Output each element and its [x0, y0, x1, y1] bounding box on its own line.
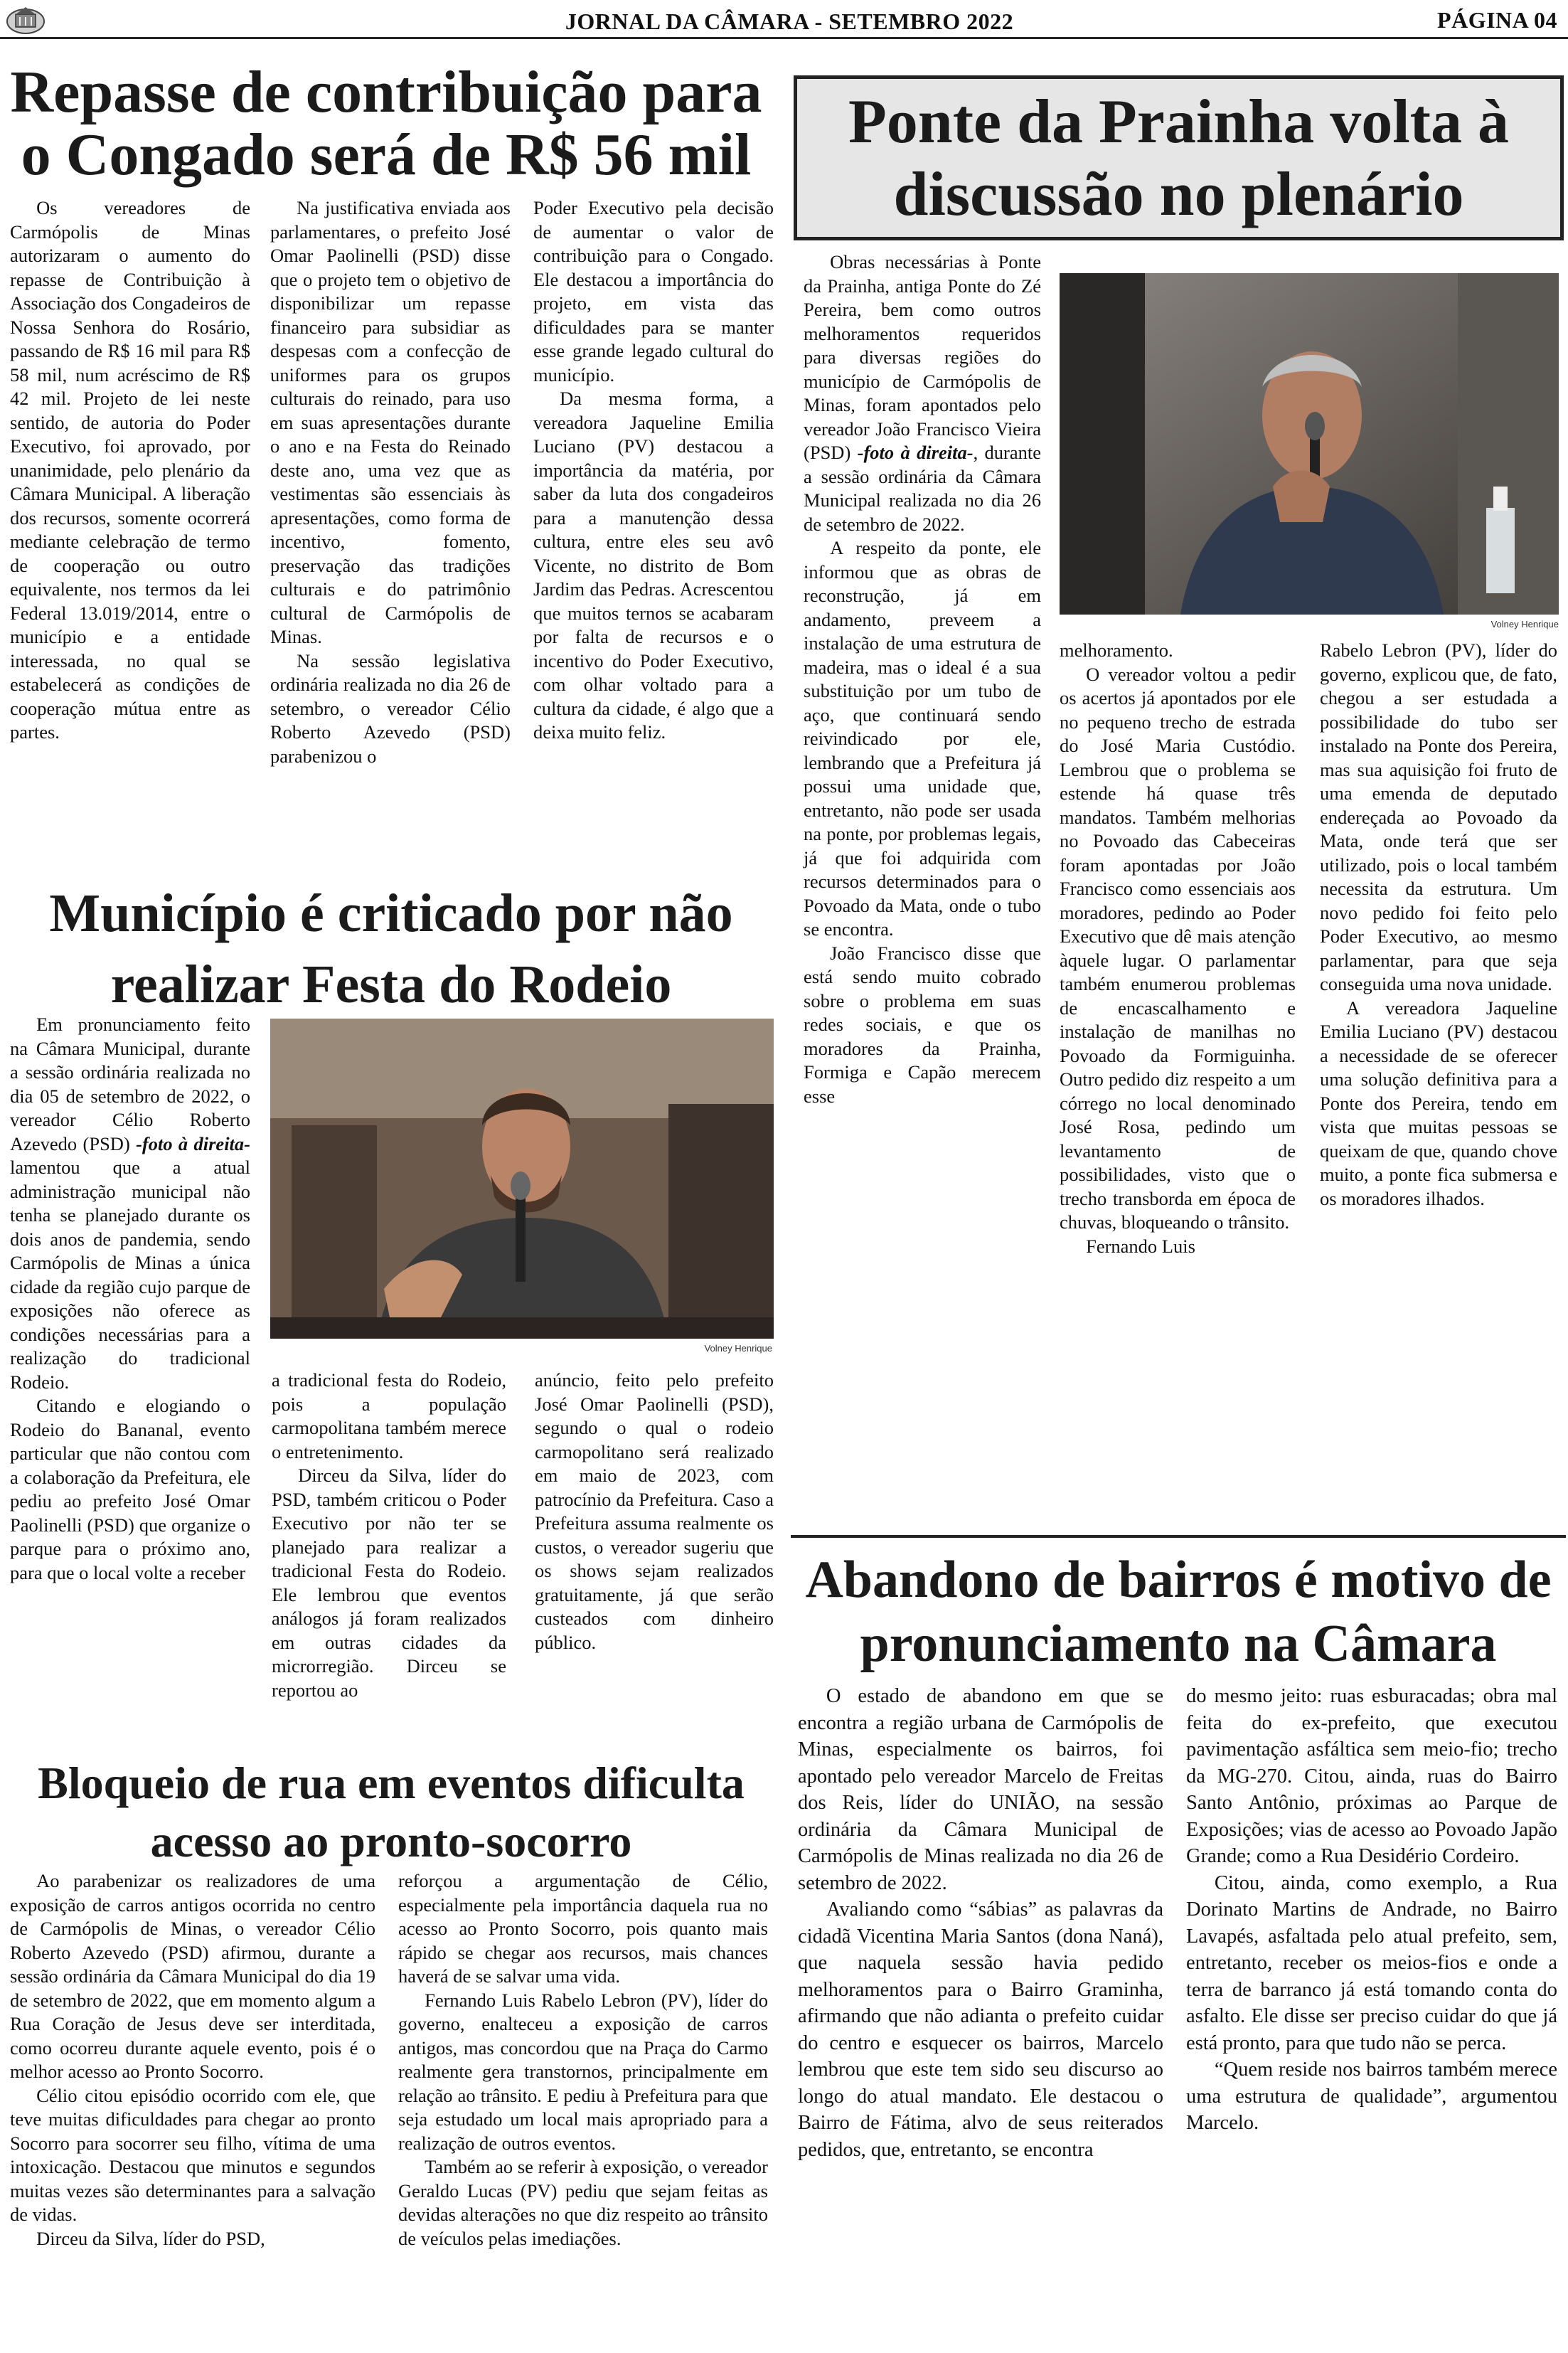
article4-col2-p3: Também ao se referir à exposição, o vereador Geraldo Lucas (PV) pediu que sejam feitas as devidas alterações no que diz respeito ao trânsito de veículos pelas imediações.: [398, 2156, 768, 2249]
header-rule: [0, 37, 1568, 39]
article3-col3-p1: anúncio, feito pelo prefeito José Omar Paolinelli (PSD), segundo o qual o rodeio carmopolitano será realizado em maio de 2023, com patrocínio da Prefeitura. Caso a Prefeitura assuma realmente os custos, o vereador sugeriu que os shows sejam realizados gratuitamente, já que serão custeados com dinheiro público.: [535, 1369, 774, 1653]
article2-col2-p3: Fernando Luis: [1086, 1235, 1195, 1257]
article5-col1-p2: Avaliando como “sábias” as palavras da cidadã Vicentina Maria Santos (dona Naná), que naquela sessão havia pedido melhoramentos para o Bairro Graminha, afirmando que não adianta o prefeito cuidar do centro e esquecer os bairros, Marcelo lembrou que este tem sido seu discurso ao longo do atual mandato. Ele destacou o Bairro de Fátima, alvo de seus reiterados pedidos, que, entretanto, se encontra: [798, 1898, 1163, 2161]
article3-col1-text: Em pronunciamento feito na Câmara Municipal, durante a sessão ordinária realizada no dia 05 de setembro de 2022, o vereador Célio Roberto Azevedo (PSD): [10, 1014, 250, 1154]
article2-col2-p1: melhoramento.: [1060, 639, 1173, 661]
article2-col1-p2: A respeito da ponte, ele informou que as obras de reconstrução, já em andamento, preveem a instalação de uma estrutura de madeira, mas o ideal é a sua substituição por um tubo de aço, que continuará sendo reivindicado por ele, lembrando que a Prefeitura já possui uma unidade que, entretanto, não pode ser usada na ponte, por problemas legais, já que foi adquirida com recursos determinados para o Povoado da Mata, onde o tubo se encontra.: [804, 537, 1041, 940]
article2-photo: [1060, 273, 1559, 615]
article5-col2-p1: do mesmo jeito: ruas esburacadas; obra mal feita do ex-prefeito, que executou pavimentação asfáltica sem meio-fio; trecho da MG-270. Citou, ainda, ruas do Bairro Santo Antônio, próximas ao Parque de Exposições; vias de acesso ao Povoado Japão Grande; como a Rua Desidério Cordeiro.: [1186, 1685, 1557, 1867]
article2-col1-p1: [804, 250, 1041, 536]
article5-col1-p1: O estado de abandono em que se encontra a região urbana de Carmópolis de Minas, especialmente os bairros, foi apontado pelo vereador Marcelo de Freitas dos Reis, líder do UNIÃO, na sessão ordinária da Câmara Municipal de Carmópolis de Minas realizada no dia 26 de setembro de 2022.: [798, 1685, 1163, 1894]
article2-col2-p2: O vereador voltou a pedir os acertos já apontados por ele no pequeno trecho de estrada do José Maria Custódio. Lembrou que o problema se estende há quase três mandatos. Também melhorias no Povoado das Cabeceiras foram apontadas por João Francisco como essenciais aos moradores, pedindo ao Poder Executivo que dê mais atenção àquele lugar. O parlamentar também enumerou problemas de encascalhamento e instalação de manilhas no Povoado da Formiguinha. Outro pedido diz respeito a um córrego no local denominado José Rosa, pedindo um levantamento de possibilidades, visto que o trecho transborda em época de chuvas, bloqueando o trânsito.: [1060, 663, 1296, 1233]
article5-col2: [1186, 1683, 1557, 2137]
article5-col2-p2: Citou, ainda, como exemplo, a Rua Dorinato Martins de Andrade, no Bairro Lavapés, asfaltada pelo atual prefeito, sem, entretanto, receber os meios-fios e onde a terra de barranco já está tomando conta do asfalto. Ele disse ser preciso cuidar do que já está pronto, para que tudo não se perca.: [1186, 1871, 1557, 2054]
article3-col1-p1: [10, 1013, 250, 1394]
page-number: PÁGINA 04: [1437, 7, 1557, 33]
article1-col1-p1: Os vereadores de Carmópolis de Minas autorizaram o aumento do repasse de Contribuição à Associação dos Congadeiros de Nossa Senhora do Rosário, passando de R$ 16 mil para R$ 58 mil, num acréscimo de R$ 42 mil. Projeto de lei neste sentido, de autoria do Poder Executivo, foi aprovado, por unanimidade, pelo plenário da Câmara Municipal. A liberação dos recursos, somente ocorrerá mediante celebração de termo de cooperação ou outro equivalente, nos termos da lei Federal 13.019/2014, entre o município e a entidade interessada, no qual se estabelecerá as condições de cooperação mútua entre as partes.: [10, 197, 250, 743]
article3-col2-p2: Dirceu da Silva, líder do PSD, também criticou o Poder Executivo por não ter se planejado para realizar a tradicional Festa do Rodeio. Ele lembrou que eventos análogos já foram realizados em outras cidades da microrregião. Dirceu se reportou ao: [272, 1465, 506, 1701]
article2-title: Ponte da Prainha volta à discussão no plenário: [848, 87, 1509, 229]
article3-col1-p2: Citando e elogiando o Rodeio do Bananal, evento particular que não contou com a colaboração da Prefeitura, ele pediu ao prefeito José Omar Paolinelli (PSD) que organize o parque para o próximo ano, para que o local volte a receber: [10, 1395, 250, 1583]
article1-col2-p2: Na sessão legislativa ordinária realizada no dia 26 de setembro, o vereador Célio Roberto Azevedo (PSD) parabenizou o: [270, 649, 511, 767]
article2-col3-p1: Rabelo Lebron (PV), líder do governo, explicou que, de fato, chegou a ser estudada a possibilidade do tubo ser instalado na Ponte dos Pereira, mas sua aquisição foi fruto de uma emenda de deputado endereçada ao Povoado da Mata, onde terá que ser utilizado, pois o local também necessita da estrutura. Um novo pedido foi feito pelo Poder Executivo, ao mesmo parlamentar, para que seja conseguida uma nova unidade.: [1320, 639, 1557, 994]
article3-col3: [535, 1369, 774, 1654]
article3-photo: [270, 1019, 774, 1339]
article2-col2: [1060, 639, 1296, 1258]
article5-col1: [798, 1683, 1163, 2163]
photo-councilman-speaking: [270, 1019, 774, 1339]
article2-photo-credit: Volney Henrique: [1490, 619, 1559, 630]
article2-col1-text: Obras necessárias à Ponte da Prainha, antiga Ponte do Zé Pereira, bem como outros melhoramentos requeridos para diversas regiões do município de Carmópolis de Minas, foram apontados pelo vereador João Francisco Vieira (PSD): [804, 251, 1041, 463]
article3-photo-ref: -foto à direita-: [136, 1132, 250, 1154]
article1-col3: [533, 196, 774, 745]
article1-col2: [270, 196, 511, 768]
article4-col1-p2: Célio citou episódio ocorrido com ele, que teve muitas dificuldades para chegar ao pronto Socorro para socorrer seu filho, vítima de uma intoxicação. Destacou que minutos e segundos muitas vezes são determinantes para a salvação de vidas.: [10, 2084, 375, 2225]
article2-col3-p2: A vereadora Jaqueline Emilia Luciano (PV) destacou a necessidade de se oferecer uma solução definitiva para a Ponte dos Pereira, tendo em vista que muitas pessoas se queixam de que, quando chove muito, a ponte fica submersa e os moradores ilhados.: [1320, 997, 1557, 1209]
article3-col2: [272, 1369, 506, 1702]
article2-col1-text-after: , durante a sessão ordinária da Câmara Municipal realizada no dia 26 de setembro de 2022.: [804, 442, 1042, 535]
article2-col1-p3: João Francisco disse que está sendo muito cobrado sobre o problema em suas redes sociais, e que os moradores da Prainha, Formiga e Capão merecem esse: [804, 942, 1041, 1107]
article5-top-rule: [791, 1535, 1566, 1538]
article1-col3-p2: Da mesma forma, a vereadora Jaqueline Emilia Luciano (PV) destacou a importância da matéria, por saber da luta dos congadeiros para a manutenção dessa cultura, entre eles seu avô Vicente, no distrito de Bom Jardim das Pedras. Acrescentou que muitos ternos se acabaram por falta de recursos e o incentivo do Poder Executivo, com olhar voltado para a cultura da cidade, é algo que a deixa muito feliz.: [533, 388, 774, 743]
article1-title: Repasse de contribuição para o Congado será de R$ 56 mil: [10, 59, 762, 188]
article3-col1-text-after: lamentou que a atual administração municipal não tenha se planejado durante os dois anos de pandemia, sendo Carmópolis de Minas a única cidade da região cujo parque de exposições não oferece as condições necessárias para a realização do tradicional Rodeio.: [10, 1157, 250, 1393]
article4-title: Bloqueio de rua em eventos dificulta acesso ao pronto-socorro: [38, 1758, 745, 1866]
article2-photo-ref: -foto à direita-: [857, 442, 974, 463]
article4-col2: [398, 1869, 768, 2251]
article4-col2-p2: Fernando Luis Rabelo Lebron (PV), líder do governo, enalteceu a exposição de carros antigos, mas concordou que na Praça do Carmo realmente gera transtornos, principalmente em relação ao trânsito. E pediu à Prefeitura para que seja estudado um local mais apropriado para a realização de outros eventos.: [398, 1989, 768, 2154]
article1-col1: [10, 196, 250, 745]
article5-col2-p3: “Quem reside nos bairros também merece uma estrutura de qualidade”, argumentou Marcelo.: [1186, 2059, 1557, 2134]
article4-col1-p3: Dirceu da Silva, líder do PSD,: [36, 2227, 265, 2249]
article4-col2-p1: reforçou a argumentação de Célio, especialmente pela importância daquela rua no acesso ao Pronto Socorro, pois quanto mais rápido se chegar aos recursos, mais chances haverá de se salvar uma vida.: [398, 1870, 768, 1987]
article4-col1: [10, 1869, 375, 2251]
article3-photo-credit: Volney Henrique: [704, 1343, 772, 1354]
article2-col3: [1320, 639, 1557, 1211]
article2-title-box: [794, 75, 1564, 240]
article3-col1: [10, 1013, 250, 1585]
coat-of-arms-icon: [4, 4, 47, 36]
photo-councilman-microphone: [1060, 273, 1559, 615]
logo: [4, 4, 47, 36]
article2-col1: [804, 250, 1041, 1108]
article3-col2-p1: a tradicional festa do Rodeio, pois a população carmopolitana também merece o entretenimento.: [272, 1369, 506, 1462]
article1-col2-p1: Na justificativa enviada aos parlamentares, o prefeito José Omar Paolinelli (PSD) disse que o projeto tem o objetivo de disponibilizar um repasse financeiro para subsidiar as despesas com a confecção de uniformes para os grupos culturais do reinado, para uso em suas apresentações durante o ano e na Festa do Reinado deste ano, uma vez que as vestimentas são essenciais às apresentações, como forma de incentivo, fomento, preservação das tradições culturais e do patrimônio cultural de Carmópolis de Minas.: [270, 197, 511, 647]
article5-title: Abandono de bairros é motivo de pronunciamento na Câmara: [805, 1551, 1552, 1673]
article1-col3-p1: Poder Executivo pela decisão de aumentar o valor de contribuição para o Congado. Ele destacou a importância do projeto, em vista das dificuldades para se manter esse grande legado cultural do município.: [533, 197, 774, 386]
article3-title: Município é criticado por não realizar Festa do Rodeio: [49, 883, 733, 1014]
article4-col1-p1: Ao parabenizar os realizadores de uma exposição de carros antigos ocorrida no centro de Carmópolis de Minas, o vereador Célio Roberto Azevedo (PSD) afirmou, durante a sessão ordinária da Câmara Municipal do dia 19 de setembro de 2022, que em momento algum a Rua Coração de Jesus deve ser interditada, como ocorreu durante aquele evento, pois é o melhor acesso ao Pronto Socorro.: [10, 1870, 375, 2082]
newspaper-title: JORNAL DA CÂMARA - SETEMBRO 2022: [565, 9, 1014, 34]
